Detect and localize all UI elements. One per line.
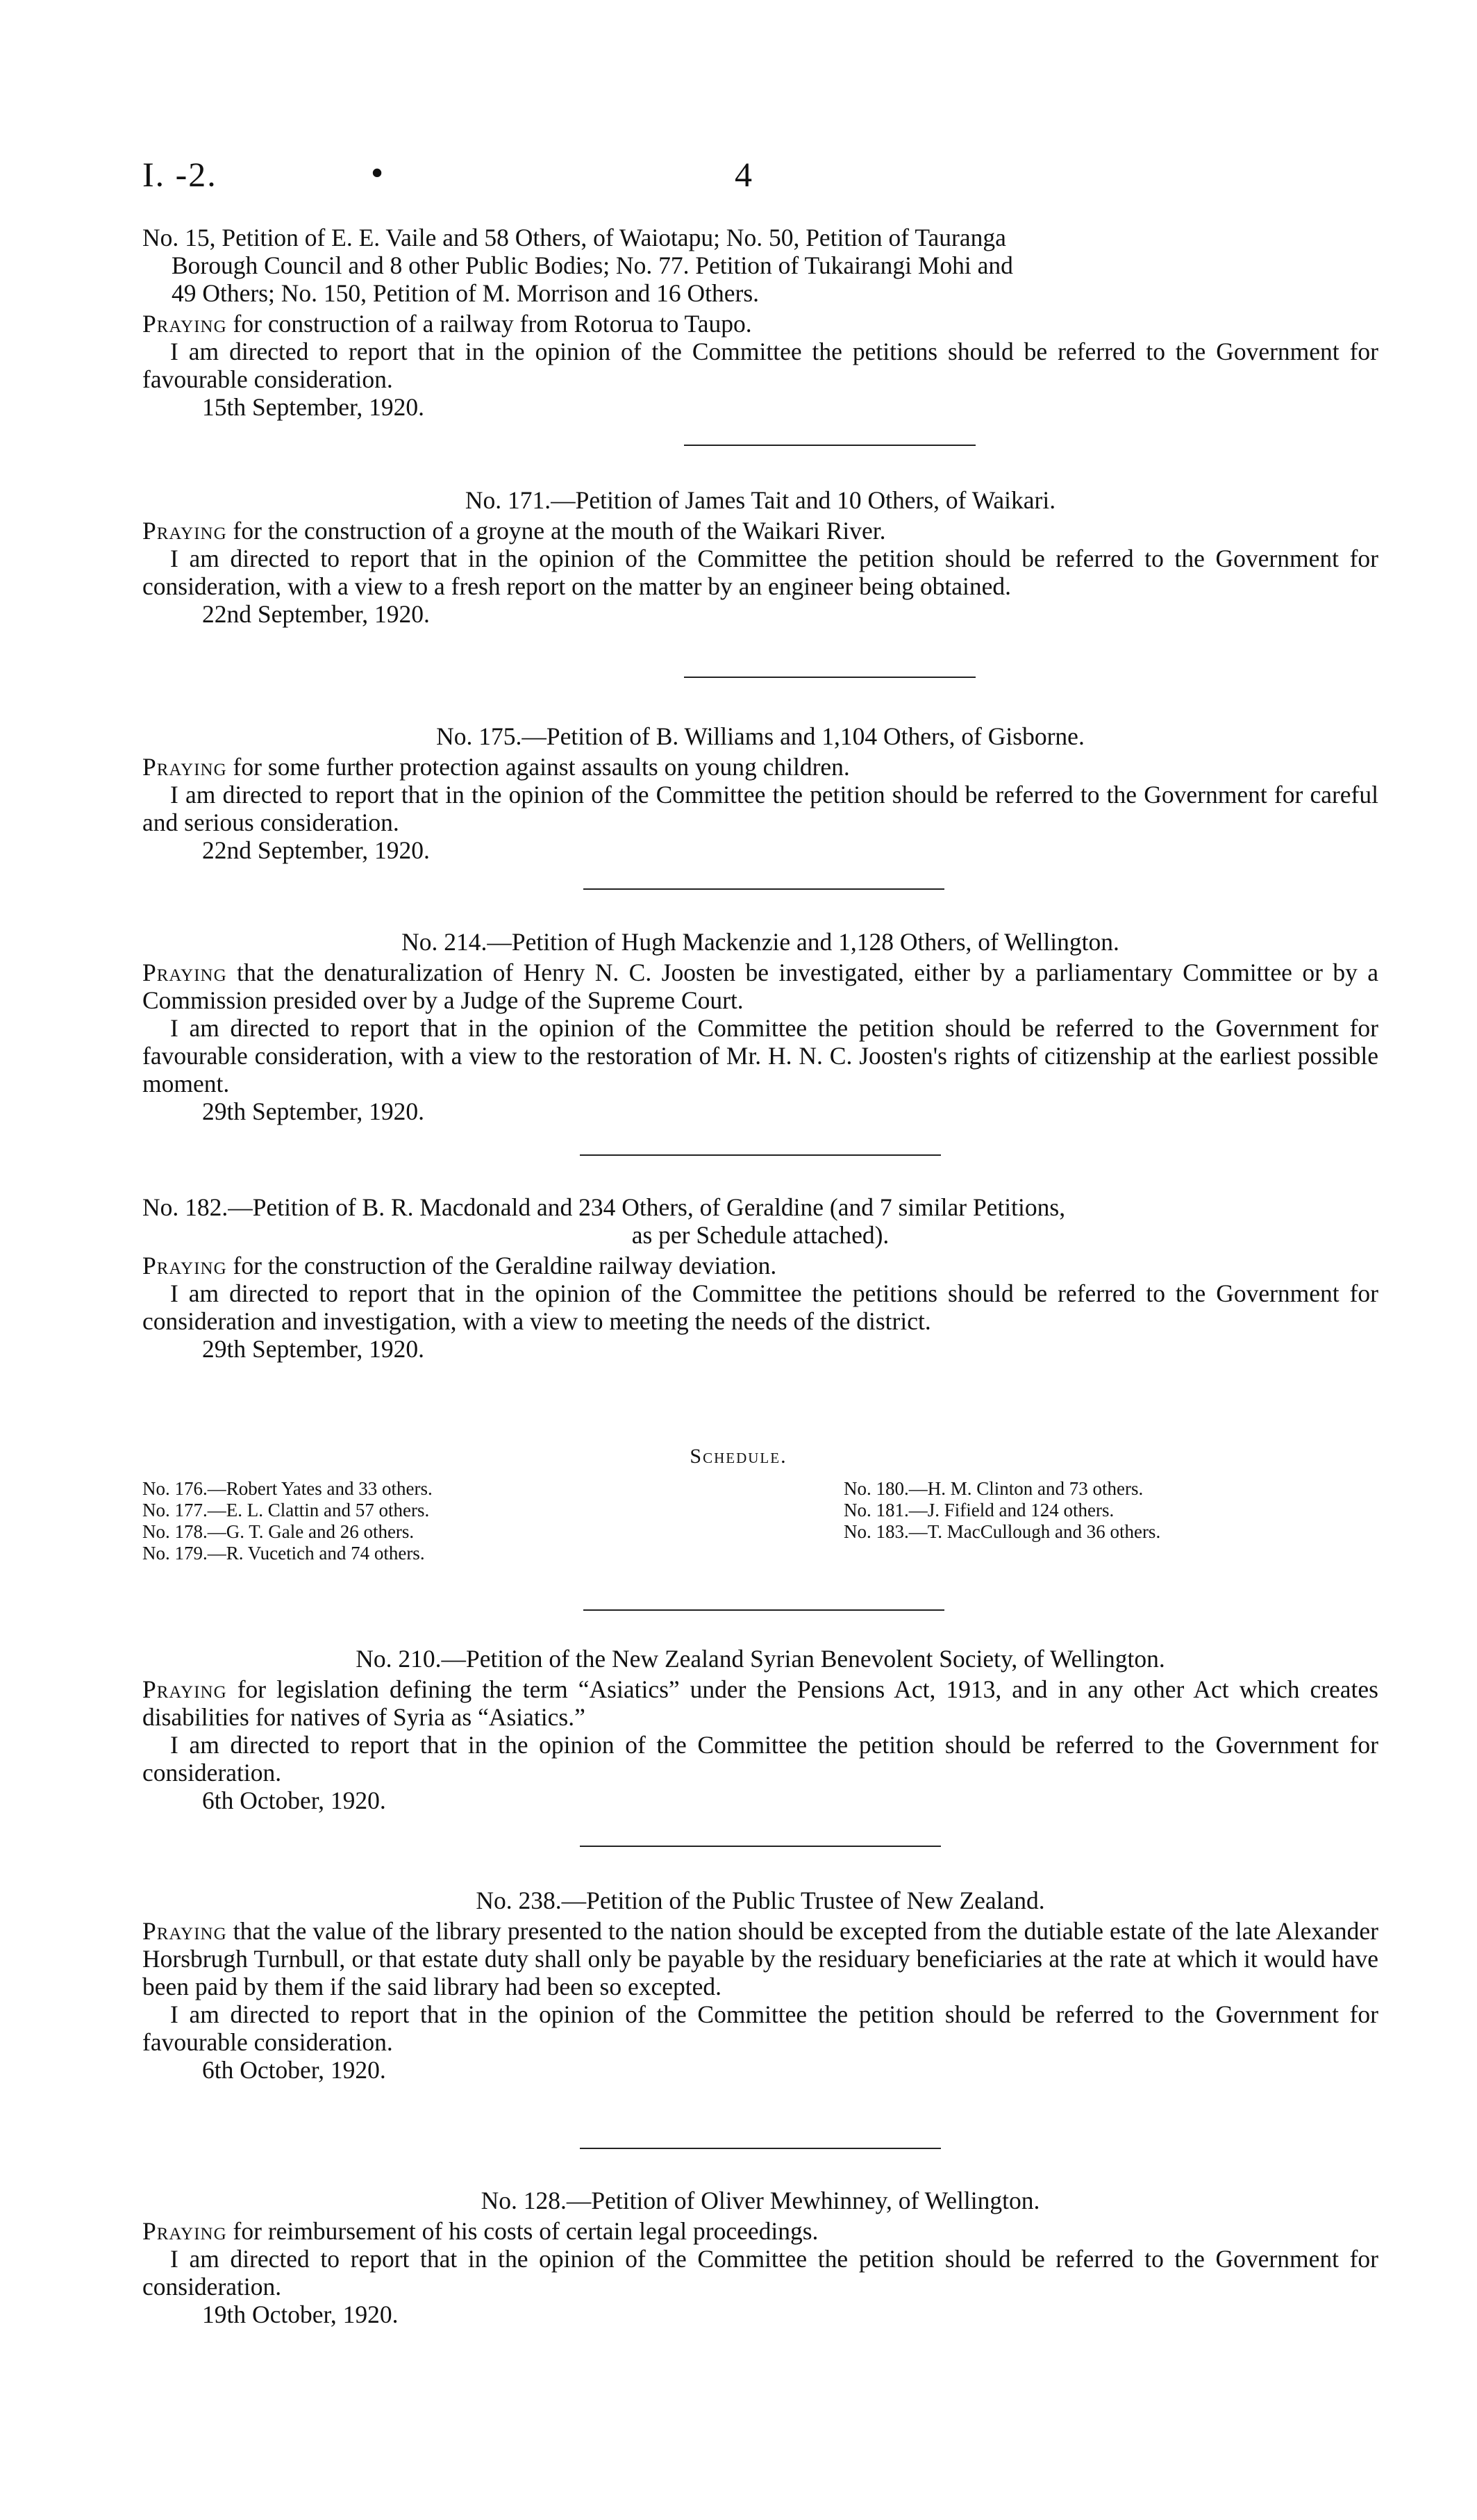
section-reference: I. -2.: [142, 155, 217, 194]
report-text: I am directed to report that in the opinion of the Committee the petition should be referred to the Government for favourable consideration.: [142, 2000, 1378, 2056]
praying-text: for the construction of the Geraldine railway deviation.: [226, 1252, 777, 1279]
report-text: I am directed to report that in the opinion of the Committee the petition should be referred to the Government for consideration, with a view to a fresh report on the matter by an engineer being obtained.: [142, 545, 1378, 600]
petition-title: No. 128.—Petition of Oliver Mewhinney, of Wellington.: [481, 2187, 1040, 2214]
praying-clause: [142, 1252, 1378, 1279]
praying-label: Praying: [142, 1675, 227, 1703]
praying-label: Praying: [142, 959, 227, 986]
divider: [684, 677, 976, 678]
praying-text: for the construction of a groyne at the mouth of the Waikari River.: [226, 517, 886, 545]
page-number: 4: [735, 155, 752, 194]
praying-label: Praying: [142, 517, 227, 545]
report-date: 15th September, 1920.: [202, 393, 425, 421]
petition-entry: [142, 224, 1378, 421]
divider: [583, 1609, 944, 1611]
report-text: I am directed to report that in the opinion of the Committee the petition should be referred to the Government for consideration.: [142, 2245, 1378, 2301]
divider: [580, 1154, 941, 1156]
schedule-item: No. 177.—E. L. Clattin and 57 others.: [142, 1500, 430, 1520]
report-text: I am directed to report that in the opinion of the Committee the petition should be referred to the Government for favourable consideration, with a view to the restoration of Mr. H. N. C. Joosten's rights of citizenship at the earliest possible moment.: [142, 1014, 1378, 1097]
petition-title: No. 175.—Petition of B. Williams and 1,104 Others, of Gisborne.: [436, 722, 1085, 750]
praying-label: Praying: [142, 2217, 227, 2245]
divider: [684, 445, 976, 446]
praying-clause: [142, 2217, 1378, 2245]
report-text: I am directed to report that in the opinion of the Committee the petitions should be referred to the Government for consideration and investigation, with a view to meeting the needs of the district.: [142, 1279, 1378, 1335]
schedule-item: No. 183.—T. MacCullough and 36 others.: [844, 1521, 1161, 1542]
schedule-heading: Schedule.: [690, 1445, 787, 1468]
praying-text: for some further protection against assaults on young children.: [226, 753, 850, 781]
report-date: 29th September, 1920.: [202, 1335, 425, 1363]
divider: [580, 2148, 941, 2149]
praying-clause: [142, 1675, 1378, 1731]
praying-text: for legislation defining the term “Asiatics” under the Pensions Act, 1913, and in any other Act which creates disabilities for natives of Syria as “Asiatics.”: [142, 1675, 1378, 1731]
praying-label: Praying: [142, 1917, 227, 1945]
schedule-item: No. 179.—R. Vucetich and 74 others.: [142, 1543, 425, 1564]
report-date: 22nd September, 1920.: [202, 836, 430, 864]
praying-clause: [142, 517, 1378, 545]
divider: [583, 888, 944, 890]
report-text: I am directed to report that in the opinion of the Committee the petition should be referred to the Government for careful and serious consideration.: [142, 781, 1378, 836]
schedule-item: No. 176.—Robert Yates and 33 others.: [142, 1478, 433, 1499]
petition-title: No. 171.—Petition of James Tait and 10 Others, of Waikari.: [465, 486, 1056, 514]
praying-clause: [142, 310, 1378, 338]
praying-clause: [142, 1917, 1378, 2000]
praying-clause: [142, 959, 1378, 1014]
title-line: No. 15, Petition of E. E. Vaile and 58 Others, of Waiotapu; No. 50, Petition of Tauranga: [142, 224, 1006, 251]
schedule-item: No. 180.—H. M. Clinton and 73 others.: [844, 1478, 1144, 1499]
printer-mark: •: [372, 155, 383, 190]
praying-clause: [142, 753, 1378, 781]
schedule-item: No. 178.—G. T. Gale and 26 others.: [142, 1521, 415, 1542]
title-line: as per Schedule attached).: [631, 1221, 890, 1249]
petition-entry: [142, 2187, 1378, 2328]
report-text: I am directed to report that in the opinion of the Committee the petition should be referred to the Government for consideration.: [142, 1731, 1378, 1787]
report-date: 22nd September, 1920.: [202, 600, 430, 628]
petition-title: [142, 1193, 1378, 1249]
praying-text: that the value of the library presented to the nation should be excepted from the dutiable estate of the late Alexander Horsbrugh Turnbull, or that estate duty shall only be payable by the residuary beneficiaries at the rate at which it would have been paid by them if the said library had been so excepted.: [142, 1917, 1378, 2000]
praying-text: for reimbursement of his costs of certain legal proceedings.: [226, 2217, 819, 2245]
report-date: 19th October, 1920.: [202, 2301, 399, 2328]
report-text: I am directed to report that in the opinion of the Committee the petitions should be referred to the Government for favourable consideration.: [142, 338, 1378, 393]
schedule-left-column: [142, 1478, 433, 1564]
petition-title: [142, 224, 1378, 307]
petition-title: No. 210.—Petition of the New Zealand Syrian Benevolent Society, of Wellington.: [356, 1645, 1165, 1673]
petition-entry: [142, 1887, 1378, 2084]
petition-entry: [142, 722, 1378, 864]
praying-label: Praying: [142, 1252, 227, 1279]
report-date: 29th September, 1920.: [202, 1097, 425, 1125]
schedule-item: No. 181.—J. Fifield and 124 others.: [844, 1500, 1115, 1520]
petition-entry: [142, 928, 1378, 1125]
title-line: Borough Council and 8 other Public Bodies; No. 77. Petition of Tukairangi Mohi and: [172, 251, 1013, 279]
petition-entry: [142, 486, 1378, 628]
title-line: 49 Others; No. 150, Petition of M. Morrison and 16 Others.: [172, 279, 760, 307]
petition-title: No. 238.—Petition of the Public Trustee of New Zealand.: [476, 1887, 1045, 1914]
petition-entry: [142, 1193, 1378, 1363]
title-line: No. 182.—Petition of B. R. Macdonald and 234 Others, of Geraldine (and 7 similar Petitions,: [142, 1193, 1066, 1221]
praying-label: Praying: [142, 310, 227, 338]
divider: [580, 1846, 941, 1847]
petition-title: No. 214.—Petition of Hugh Mackenzie and 1,128 Others, of Wellington.: [401, 928, 1119, 956]
report-date: 6th October, 1920.: [202, 1787, 386, 1814]
praying-text: for construction of a railway from Rotorua to Taupo.: [226, 310, 752, 338]
schedule-right-column: [844, 1478, 1160, 1543]
praying-label: Praying: [142, 753, 227, 781]
praying-text: that the denaturalization of Henry N. C. Joosten be investigated, either by a parliamentary Committee or by a Commission presided over by a Judge of the Supreme Court.: [142, 959, 1378, 1014]
report-date: 6th October, 1920.: [202, 2056, 386, 2084]
petition-entry: [142, 1645, 1378, 1814]
